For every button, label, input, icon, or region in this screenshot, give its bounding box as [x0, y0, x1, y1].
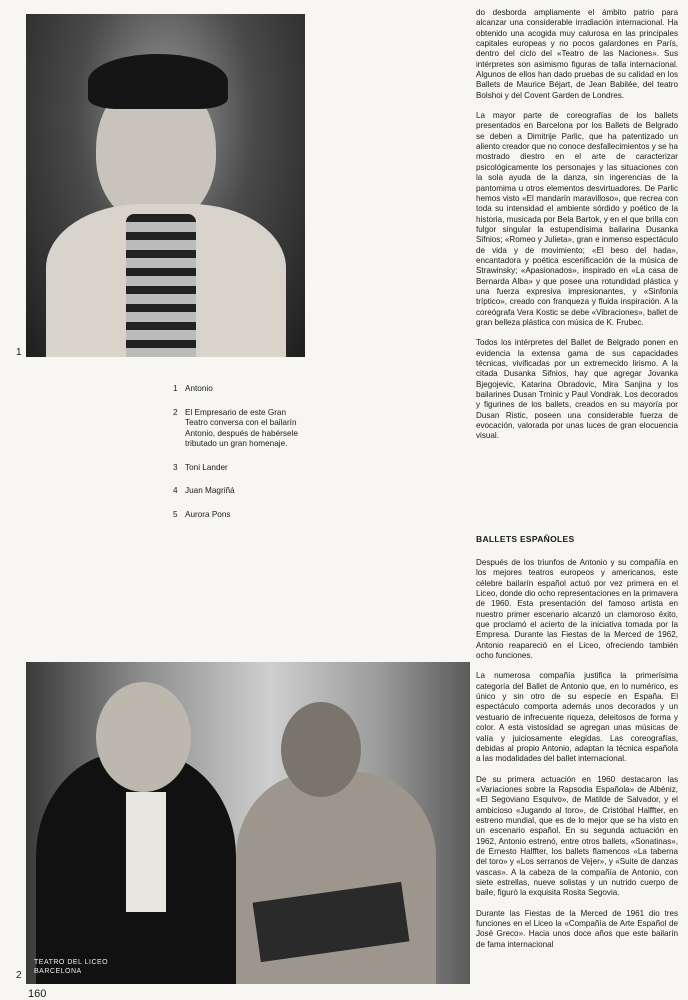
caption-number: 4: [173, 486, 178, 495]
section-heading: BALLETS ESPAÑOLES: [476, 534, 575, 544]
watermark-line: TEATRO DEL LICEO: [34, 959, 109, 966]
caption-item: [173, 463, 308, 474]
head-shape: [96, 682, 191, 792]
figure-number-2: 2: [16, 970, 22, 981]
paragraph: La numerosa compañía justifica la primerísima categoría del Ballet de Antonio que, en lo numérico, es único y sin otro de su especie en España. El espectáculo comporta además unos decorados y un vestuario de infrecuente riqueza, deleitosos de forma y color. A esta vistosidad se agregan unas músicas de valía y juiciosamente elegidas. Las coreografías, debidas al propio Antonio, adaptan la técnica española a las modalidades del ballet internacional.: [476, 671, 678, 764]
page-number: 160: [28, 988, 47, 1000]
paragraph: De su primera actuación en 1960 destacaron las «Variaciones sobre la Rapsodia Española» de Albéniz, «El Segoviano Esquivo», de Matilde de Salvador, y el ambicioso «Jugando al toro», de Cristóbal Halffter, en estreno mundial, que es de lo mejor que se ha visto en un escenario español. En su segunda actuación en 1962, Antonio estrenó, entre otros ballets, «Sonatinas», de Ernesto Halffter, los ballets flamencos «La taberna del toro» y «Los serranos de Vejer», y «Suite de danzas vascas». A la cabeza de la compañía de Antonio, con siete estrellas, nueve solistas y un nutrido cuerpo de baile, figuró la exquisita Rosita Segovia.: [476, 774, 678, 898]
paragraph: La mayor parte de coreografías de los ballets presentados en Barcelona por los Ballets de Belgrado se deben a Dimitrije Parlic, que ha patentizado un aliento creador que no conoce desfallecimientos y se ha mostrado diestro en el arte de caracterizar psicológicamente los personajes y las situaciones con la sola ayuda de la danza, sin ingerencias de la pantomima u otros elementos desvirtuadores. De Parlic hemos visto «El mandarín maravilloso», que recrea con toda su intensidad el ambiente sórdido y poético de la historia, musicada por Bela Bartok, y en el que brilla con fulgor singular la estupendísima bailarina Dusanka Sifnios; «Romeo y Julieta», gran e inmenso espectáculo de vida y de movimiento; «El beso del hada», encantadora y poética escenificación de la música de Strawinsky; «Apasionados», inspirado en «La casa de Bernarda Alba» y que posee una rotundidad plástica y una fuerza expresiva impresionantes, y «Sinfonía tríptico», creado con franqueza y fluida inspiración. A la coreógrafa Vera Kostic se debe «Vibraciones», ballet de gran belleza plástica con música de K. Frubec.: [476, 111, 678, 327]
photo-empresario-antonio: [26, 662, 470, 984]
watermark-line: BARCELONA: [34, 968, 82, 975]
photo-antonio: [26, 14, 305, 357]
ruffle-shape: [126, 214, 196, 357]
caption-text: Aurora Pons: [185, 509, 231, 519]
figure-number-1: 1: [16, 347, 22, 358]
theatre-watermark: [34, 958, 108, 976]
caption-number: 5: [173, 509, 178, 519]
paragraph: Todos los intérpretes del Ballet de Belgrado ponen en evidencia la extensa gama de sus capacidades técnicas, vivificadas por un extremecido lirismo. A la citada Dusanka Sifnios, hay que agregar Jovanka Bjegojevic, Katarina Obradovic, Mira Sanjina y los bailarines Dusan Trninic y Paul Vondrak. Los decorados y figurines de los ballets, creados en su mayoría por Dusan Ristic, poseen una considerable fuerza de evocación, valorada por unas luces de gran elocuencia visual.: [476, 338, 678, 441]
caption-number: 1: [173, 384, 178, 393]
caption-number: 3: [173, 462, 178, 472]
caption-text: Juan Magriñá: [185, 486, 235, 495]
caption-text: Toni Lander: [185, 462, 228, 472]
hair-shape: [88, 54, 228, 109]
caption-item: [173, 384, 308, 395]
paragraph: Durante las Fiestas de la Merced de 1961 dio tres funciones en el Liceo la «Compañía de Arte Español de José Greco». Hacia unos doce años que este bailarín de fama internacional: [476, 908, 678, 949]
article-column-bottom: [476, 558, 678, 960]
caption-text: Antonio: [185, 384, 213, 393]
paragraph: do desborda ampliamente el ámbito patrio para alcanzar una considerable irradiación internacional. Ha obtenido una acogida muy calurosa en las principales capitales europeas y no pocos galardones en París, dentro del ciclo del «Teatro de las Naciones». Sus intérpretes son asimismo figuras de talla internacional. Algunos de ellos han dado pruebas de su calidad en los Ballets de Maurice Béjart, de Jean Babilée, del teatro Bolshoi y del Covent Garden de Londres.: [476, 8, 678, 100]
caption-text: El Empresario de este Gran Teatro conversa con el bailarín Antonio, después de habérsele tributado un gran homenaje.: [185, 407, 298, 448]
paragraph: Después de los triunfos de Antonio y su compañía en los mejores teatros europeos y americanos, este célebre bailarín español actuó por vez primera en el Liceo, donde dio ocho representaciones en la primavera de 1960. Esta presentación del famoso artista en nuestro primer escenario alcanzó un clamoroso éxito, que proclamó el acierto de la iniciativa tomada por la Empresa. Durante las Fiestas de la Merced de 1962, Antonio reapareció en el Liceo, ofreciendo también ocho funciones.: [476, 558, 678, 661]
caption-number: 2: [173, 407, 178, 417]
antonio-head-shape: [281, 702, 361, 797]
caption-item: [173, 510, 308, 521]
caption-item: [173, 486, 308, 497]
shirt-front-shape: [126, 792, 166, 912]
article-column-top: [476, 8, 678, 452]
caption-list: [173, 384, 308, 533]
caption-item: [173, 408, 308, 450]
